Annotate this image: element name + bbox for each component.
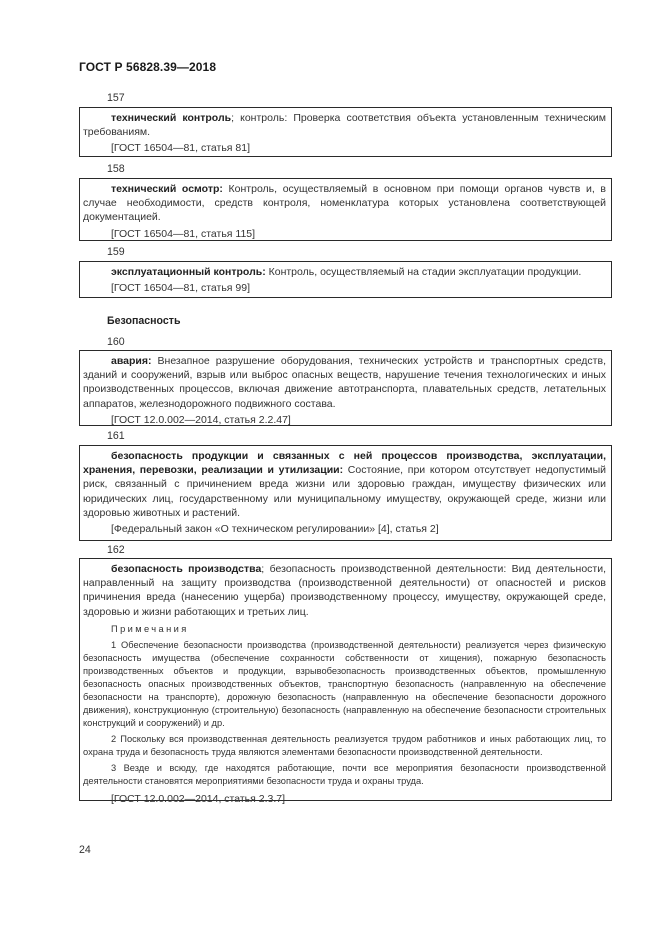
term-definition: безопасность производства; безопасность производственной деятельности: Вид деятельности, направленный на защиту производства (производственной деятельности) от опасностей и рисков причинения вреда (нанесению ущерба) производственному процессу, имуществу, окружающей среде, здоровью и жизни работающих и третьих лиц. [83,563,606,618]
term-entry-162 [79,558,612,805]
term-title: эксплуатационный контроль: [111,266,266,278]
term-number: 159 [107,246,125,258]
note-item: 3 Везде и всюду, где находятся работающие, почти все мероприятия безопасности производственной деятельности становятся мероприятиями безопасности труда и охраны труда. [83,762,606,786]
term-number: 160 [107,336,125,348]
term-source: [ГОСТ 16504—81, статья 115] [111,227,256,240]
term-definition [83,354,606,411]
term-body: Контроль, осуществляемый в основном при помощи органов чувств и, в случае необходимости, средств контроля, номенклатура которых установлена соответствующей документацией. [83,183,607,224]
term-entry-159 [79,261,612,298]
term-body: Внезапное разрушение оборудования, технических устройств и транспортных средств, зданий и сооружений, взрыв или выброс опасных веществ, нарушение течения технологических и иных производственных процессов, включая движение автотранспорта, плавательных средств, летательных аппаратов, железнодорожного подвижного состава. [83,355,606,410]
term-source: [ГОСТ 12.0.002—2014, статья 2.2.47] [111,413,291,426]
term-number: 158 [107,163,125,175]
term-entry-160 [79,350,612,426]
term-entry-161 [79,445,612,541]
term-body: Контроль, осуществляемый на стадии эксплуатации продукции. [265,266,582,278]
term-source: [ГОСТ 12.0.002—2014, статья 2.3.7] [111,792,286,805]
term-number: 157 [107,92,125,104]
term-title: безопасность продукции и связанных с ней процессов производства, эксплуатации, хранения, перевозки, реализации и утилизации: [83,450,606,477]
document-header: ГОСТ Р 56828.39—2018 [79,60,217,74]
term-source: [ГОСТ 16504—81, статья 99] [111,282,250,295]
page-number: 24 [79,844,91,856]
note-item: 1 Обеспечение безопасности производства (производственной деятельности) реализуется через физическую безопасность имущества (обеспечение сохранности собственности от хищения), пожарную безопасность производственных объектов и продукции, взрывобезопасность производственных объектов, промышленную безопасность опасных производственных объектов, транспортную безопасность (направленную на обеспечение безопасности на транспорте), дорожную безопасность (направленную на обеспечение безопасности дорожного движения), конструкционную (строительную) безопасность (направленную на обеспечение безопасности строительных конструкций и сооружений) и др. [83,639,606,728]
note-item: 2 Поскольку вся производственная деятельность реализуется трудом работников и иных работающих лиц, то охрана труда и безопасность труда являются элементами безопасности производственной деятельности. [83,733,606,757]
term-definition [83,449,606,520]
term-body: контроль: Проверка соответствия объекта установленным техническим требованиям. [83,112,607,139]
notes-title: Примечания [111,623,189,634]
term-definition [83,265,606,279]
term-title: авария: [111,355,152,367]
term-body: Состояние, при котором отсутствует недопустимый риск, связанный с причинением вреда жизни или здоровью граждан, имуществу физических или юридических лиц, государственному или муниципальному имуществу, окружающей среде, жизни или здоровью животных и растений. [83,464,606,519]
term-number: 161 [107,430,125,442]
term-source: [ГОСТ 16504—81, статья 81] [111,142,250,155]
term-entry-157 [79,107,612,157]
section-title: Безопасность [107,315,181,327]
term-definition [83,182,606,225]
notes-block [83,623,606,788]
term-title: технический контроль [111,112,232,124]
term-number: 162 [107,544,125,556]
term-source: [Федеральный закон «О техническом регулировании» [4], статья 2] [111,523,439,536]
term-title: технический осмотр: [111,183,223,195]
term-entry-158 [79,178,612,241]
term-definition: технический контроль; контроль: Проверка соответствия объекта установленным техническим требованиям. [83,112,607,139]
term-body: безопасность производственной деятельности: Вид деятельности, направленный на защиту производства (производственной деятельности) от опасностей и рисков причинения вреда (нанесению ущерба) производственному процессу, имуществу, окружающей среде, здоровью и жизни работающих и третьих лиц. [83,563,606,618]
term-title: безопасность производства [111,563,262,575]
